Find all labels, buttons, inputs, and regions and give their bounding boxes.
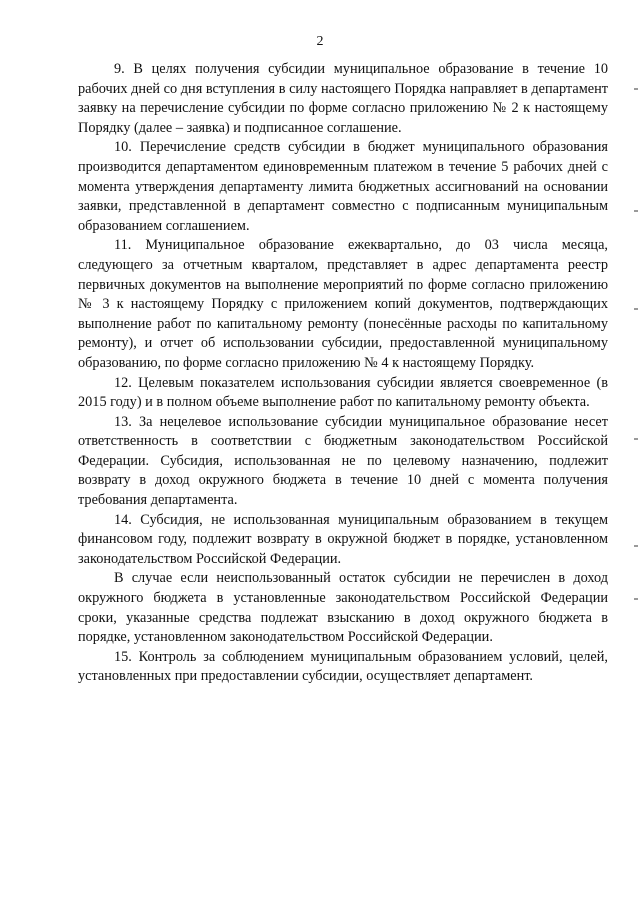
paragraph-12: 12. Целевым показателем использования субсидии является своевременное (в 2015 году) и в полном объеме выполнение работ по капитальному ремонту объекта. [78, 374, 608, 411]
paragraph-14: 14. Субсидия, не использованная муниципальным образованием в текущем финансовом году, подлежит возврату в окружной бюджет в порядке, установленном законодательством Российской Федерации. [78, 511, 608, 567]
scan-mark [634, 210, 638, 212]
paragraph-10: 10. Перечисление средств субсидии в бюджет муниципального образования производится департаментом единовременным платежом в течение 5 рабочих дней с момента утверждения департаменту лимита бюджетных ассигнований на основании заявки, представленной в департамент совместно с подписанным муниципальным образованием соглашением. [78, 139, 608, 234]
paragraph-14-continuation: В случае если неиспользованный остаток субсидии не перечислен в доход окружного бюджета в установленные законодательством Российской Федерации сроки, указанные средства подлежат взысканию в доход окружного бюджета в порядке, установленном законодательством Российской Федерации. [78, 570, 608, 646]
scan-mark [634, 308, 638, 310]
paragraph-9: 9. В целях получения субсидии муниципальное образование в течение 10 рабочих дней со дня вступления в силу настоящего Порядка направляет в департамент заявку на перечисление субсидии по форме согласно приложению № 2 к настоящему Порядку (далее – заявка) и подписанное соглашение. [78, 61, 608, 136]
paragraph-13: 13. За нецелевое использование субсидии муниципальное образование несет ответственность в соответствии с бюджетным законодательством Российской Федерации. Субсидия, использованная не по целевому назначению, подлежит возврату в доход окружного бюджета в течение 10 дней с момента получения требования департамента. [78, 413, 608, 509]
scan-mark [634, 598, 638, 600]
scan-edge-marks [630, 0, 638, 905]
document-body [78, 60, 608, 687]
paragraph-15: 15. Контроль за соблюдением муниципальным образованием условий, целей, установленных при предоставлении субсидии, осуществляет департамент. [78, 648, 608, 685]
scan-mark [634, 88, 638, 90]
paragraph-11: 11. Муниципальное образование ежеквартально, до 03 числа месяца, следующего за отчетным кварталом, представляет в адрес департамента реестр первичных документов на выполнение мероприятий по форме согласно приложению № 3 к настоящему Порядку с приложением копий документов, подтверждающих выполнение работ по капитальному ремонту (понесённые расходы по капитальному ремонту), и отчет об использовании субсидии, предоставленной муниципальному образованию, по форме согласно приложению № 4 к настоящему Порядку. [78, 237, 608, 371]
scan-mark [634, 438, 638, 440]
page-number: 2 [316, 34, 324, 49]
scan-mark [634, 545, 638, 547]
